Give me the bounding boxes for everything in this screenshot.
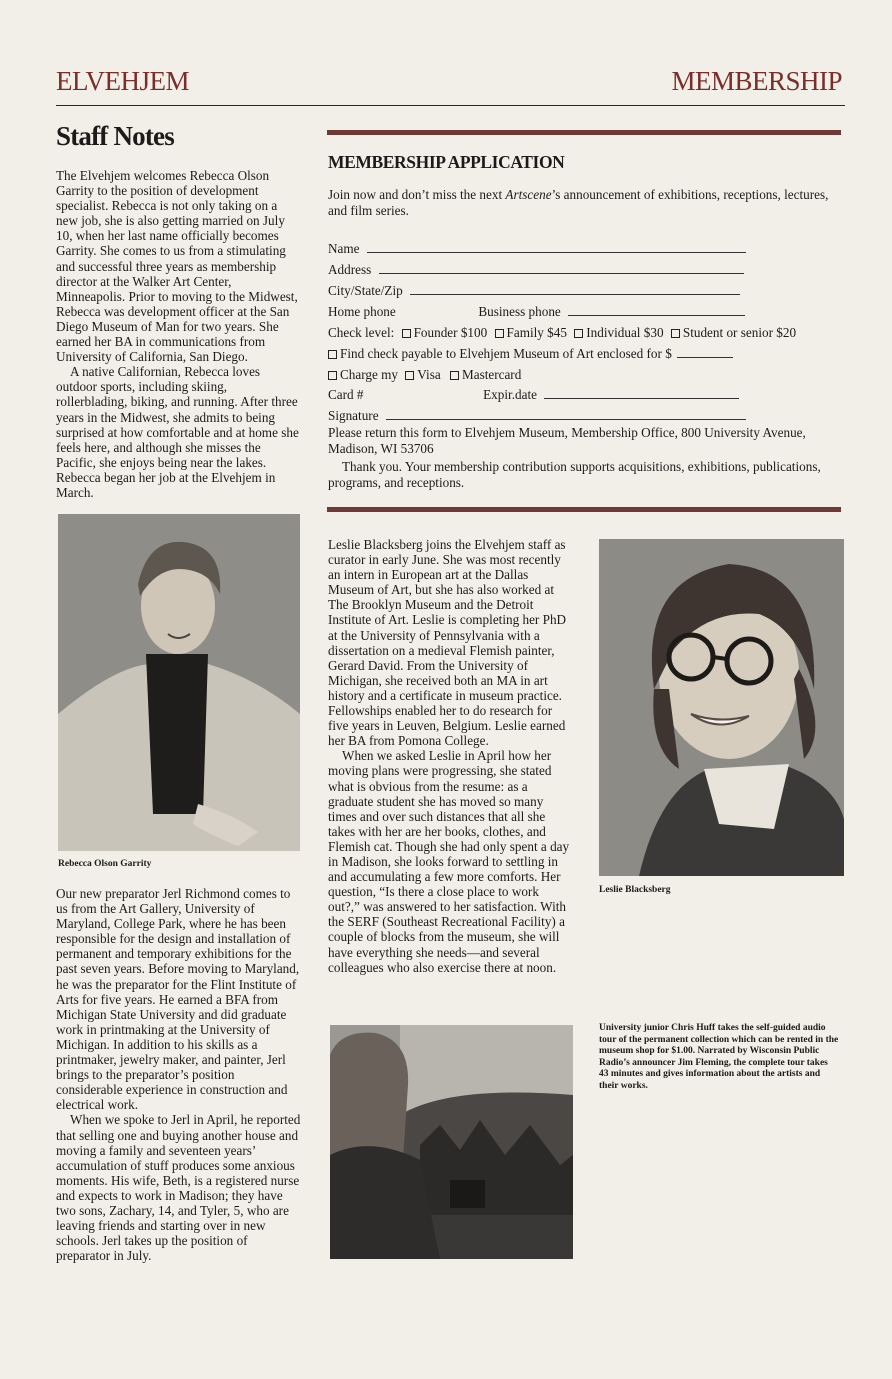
name-field[interactable] [367,242,746,253]
leslie-photo-drawing [599,539,844,876]
form-intro-b: ’s announcement of exhibitions, receptions, lectures, and film series. [328,187,829,218]
header-rule [56,105,845,106]
address-field[interactable] [379,263,744,274]
individual-checkbox[interactable] [574,329,583,338]
form-top-rule [327,130,841,135]
rebecca-photo-drawing [58,514,300,851]
address-row [328,262,744,278]
form-intro [328,187,838,219]
form-intro-artscene: Artscene [505,187,552,202]
business-phone-label: Business phone [478,304,561,319]
return-text: Please return this form to Elvehjem Museum, Membership Office, 800 University Avenue, Madison, WI 53706 [328,425,806,456]
charge-row [328,367,521,383]
mastercard-label: Mastercard [461,367,522,382]
audio-tour-caption: University junior Chris Huff takes the self-guided audio tour of the permanent collection which can be rented in the museum shop for $1.00. Narrated by Wisconsin Public Radio’s announcer Jim Fleming, the complete tour takes 43 minutes and gives information about the artists and their works. [599,1023,839,1091]
leslie-caption: Leslie Blacksberg [599,885,671,895]
level-founder: Founder $100 [413,325,488,340]
signature-field[interactable] [386,409,746,420]
visa-checkbox[interactable] [405,371,414,380]
check-level-row [328,325,796,341]
masthead-left: ELVEHJEM [56,66,190,96]
form-bottom-rule [327,507,841,512]
rebecca-article [56,168,300,500]
jerl-paragraph-1: Our new preparator Jerl Richmond comes to us from the Art Gallery, University of Maryland, College Park, where he has been responsible for the design and installation of permanent and temporary exhibitions for the past seven years. Before moving to Maryland, he was the preparator for the Flint Institute of Arts for five years. He earned a BFA from Michigan State University and did graduate work in printmaking at the University of Michigan. In addition to his skills as a printmaker, jewelry maker, and painter, Jerl brings to the preparator’s position considerable experience in construction and electrical work. [56,886,300,1113]
phone-row [328,304,745,320]
form-intro-a: Join now and don’t miss the next [328,187,506,202]
expir-label: Expir.date [483,387,537,402]
name-row [328,241,746,257]
check-payable-label: Find check payable to Elvehjem Museum of Art enclosed for $ [340,346,672,361]
signature-label: Signature [328,408,379,423]
charge-label: Charge my [340,367,398,382]
leslie-photo [599,539,844,876]
rebecca-paragraph-2: A native Californian, Rebecca loves outdoor sports, including skiing, rollerblading, biking, and running. After three years in the Midwest, she admits to being surprised at how comfortable and at home she feels here, and although she misses the Pacific, she enjoys being near the lakes. Rebecca began her job at the Elvehjem in March. [56,364,299,500]
visa-label: Visa [417,367,441,382]
rebecca-paragraph-1: The Elvehjem welcomes Rebecca Olson Garrity to the position of development specialist. Rebecca is not only taking on a new job, she is also getting married on July 10, when her last name officially becomes Garrity. She comes to us from a stimulating and successful three years as membership director at the Walker Art Center, Minneapolis. Prior to moving to the Midwest, Rebecca was development officer at the San Diego Museum of Man for two years. She earned her BA in communications from University of California, San Diego. [56,168,298,365]
city-row [328,283,740,299]
card-label: Card # [328,387,364,402]
check-level-label: Check level: [328,325,395,340]
founder-checkbox[interactable] [402,329,411,338]
rebecca-caption: Rebecca Olson Garrity [58,859,152,869]
masthead-right: MEMBERSHIP [671,66,842,96]
business-phone-field[interactable] [568,305,745,316]
jerl-article [56,886,302,1263]
card-row [328,387,739,403]
staff-notes-title: Staff Notes [56,121,174,151]
address-label: Address [328,262,372,277]
expir-field[interactable] [544,388,739,399]
student-checkbox[interactable] [671,329,680,338]
home-phone-label: Home phone [328,304,396,319]
leslie-article [328,537,574,975]
city-field[interactable] [410,284,740,295]
charge-checkbox[interactable] [328,371,337,380]
check-payable-checkbox[interactable] [328,350,337,359]
city-label: City/State/Zip [328,283,403,298]
level-family: Family $45 [506,325,567,340]
name-label: Name [328,241,360,256]
signature-row [328,408,746,424]
mastercard-checkbox[interactable] [450,371,459,380]
audio-tour-photo [330,1025,573,1259]
audio-tour-photo-drawing [330,1025,573,1259]
thanks-text: Thank you. Your membership contribution supports acquisitions, exhibitions, publications, programs, and receptions. [328,459,821,490]
check-payable-row [328,346,733,362]
family-checkbox[interactable] [495,329,504,338]
level-individual: Individual $30 [586,325,664,340]
leslie-paragraph-2: When we asked Leslie in April how her moving plans were progressing, she stated what is obvious from the resume: as a graduate student she has moved so many times and over such distances that all she takes with her are her books, clothes, and Flemish cat. Though she had only spent a day in Madison, she looks forward to settling in and accumulating a few more comforts. Her question, “Is there a close place to work out?,” was answered to her satisfaction. With the SERF (Southeast Recreational Facility) a couple of blocks from the museum, she will have everything she needs—and several colleagues who also exercise there at noon. [328,748,570,975]
check-amount-field[interactable] [677,347,733,358]
form-title: MEMBERSHIP APPLICATION [328,152,565,172]
jerl-paragraph-2: When we spoke to Jerl in April, he reported that selling one and buying another house and moving a family and seventeen years’ accumulation of stuff produces some anxious moments. His wife, Beth, is a registered nurse and expects to work in Madison; they have two sons, Zachary, 14, and Tyler, 5, who are leaving friends and starting over in new schools. Jerl takes up the position of preparator in July. [56,1112,301,1264]
leslie-paragraph-1: Leslie Blacksberg joins the Elvehjem staff as curator in early June. She was most recently an intern in European art at the Dallas Museum of Art, but she has also worked at The Brooklyn Museum and the Detroit Institute of Art. Leslie is completing her PhD at the University of Pennsylvania with a dissertation on a medieval Flemish painter, Gerard David. From the University of Michigan, she received both an MA in art history and a certificate in museum practice. Fellowships enabled her to do research for five years in Leuven, Belgium. Leslie earned her BA from Pomona College. [328,537,567,749]
level-student: Student or senior $20 [682,325,797,340]
rebecca-photo [58,514,300,851]
